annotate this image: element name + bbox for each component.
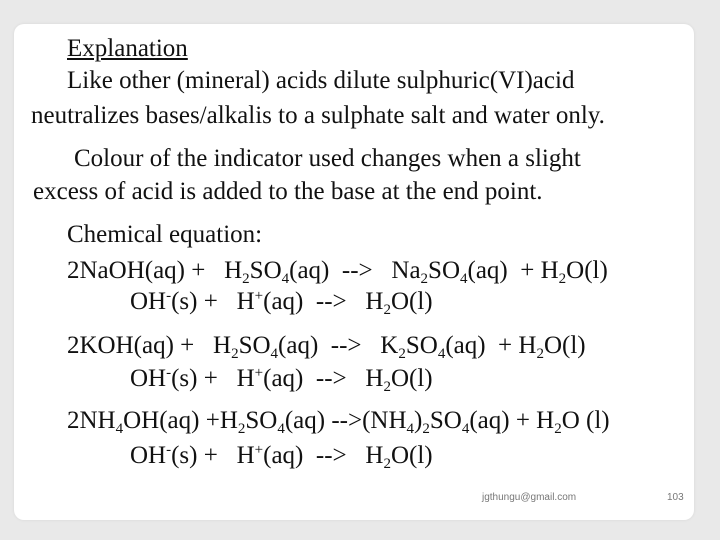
equation-nh4oh: $2NH_4OH(aq) +H_2SO_4(aq) -->(NH_4)_2SO_4(aq) + H_2O$ (l) bbox=[67, 407, 610, 437]
equations-label: Chemical equation: bbox=[67, 221, 263, 248]
ionic-equation-2: OH-(s) + H+(aq) --> $H_2O(l)$ bbox=[130, 365, 433, 395]
ionic-equation-1: OH-(s) + H+(aq) --> $H_2O(l)$ bbox=[130, 288, 433, 318]
footer-email: jgthungu@gmail.com bbox=[482, 492, 577, 503]
paragraph1-line1: Like other (mineral) acids dilute sulphuric(VI)acid bbox=[67, 67, 575, 94]
paragraph2-line2: excess of acid is added to the base at the end point. bbox=[33, 178, 543, 205]
equation-koh: $2KOH(aq) + H_2SO_4(aq)$ --> $K_2SO_4(aq) + H_2O(l)$ bbox=[67, 332, 586, 362]
paragraph2-line1: Colour of the indicator used changes when a slight bbox=[74, 145, 581, 172]
ionic-equation-3: OH-(s) + H+(aq) --> $H_2O(l)$ bbox=[130, 442, 433, 472]
heading: Explanation bbox=[67, 35, 188, 62]
paragraph1-line2: neutralizes bases/alkalis to a sulphate salt and water only. bbox=[31, 102, 605, 129]
page-number: 103 bbox=[667, 492, 684, 503]
equation-naoh: 2NaOH(aq) + $H_2SO_4(aq)$ --> $Na_2SO_4(aq) + H_2O(l)$ bbox=[67, 257, 608, 287]
